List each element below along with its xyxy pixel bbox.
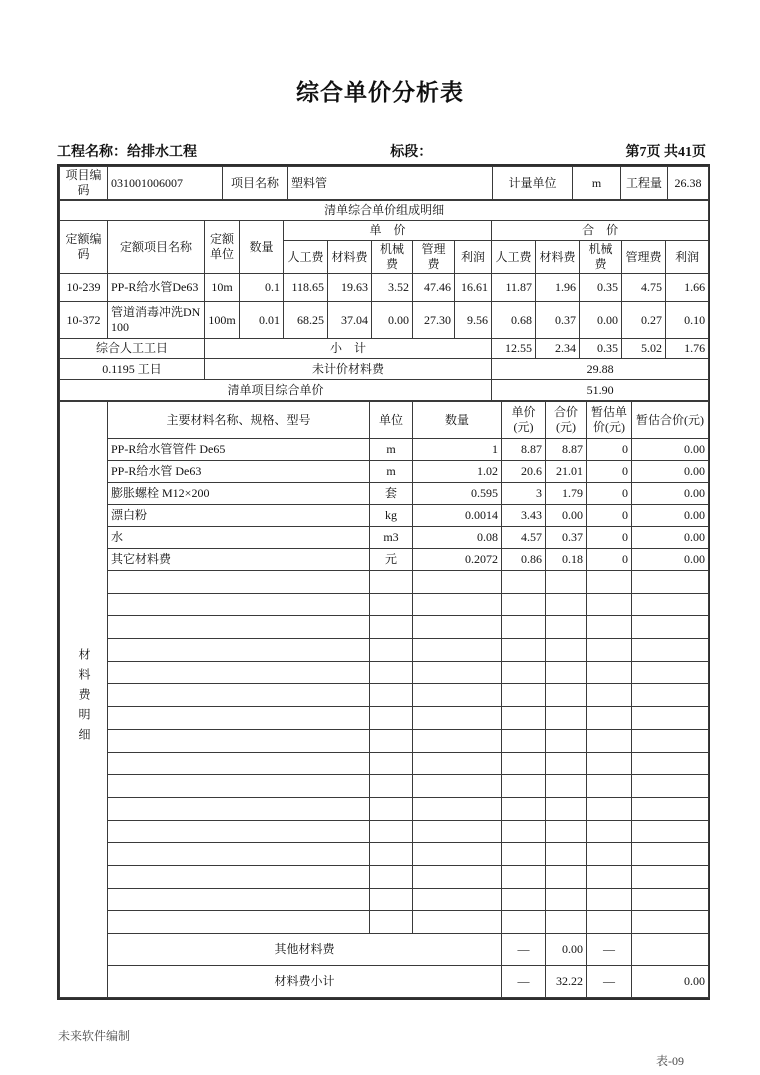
material-row-cell: 漂白粉 — [108, 505, 370, 527]
material-empty-row-cell — [413, 639, 502, 662]
material-empty-row-cell — [108, 684, 370, 707]
unpriced-material-label: 未计价材料费 — [205, 359, 492, 380]
rate-row-cell: 10-372 — [60, 302, 108, 339]
material-empty-row-cell — [370, 752, 413, 775]
material-row-cell: 3 — [502, 483, 546, 505]
material-empty-row-cell — [108, 820, 370, 843]
material-empty-row-cell — [546, 639, 587, 662]
material-empty-row-cell — [108, 616, 370, 639]
material-empty-row — [60, 571, 709, 594]
material-empty-row-cell — [108, 639, 370, 662]
subtotal-value: 1.76 — [666, 339, 709, 359]
material-empty-row-cell — [632, 616, 709, 639]
material-row-cell: 水 — [108, 527, 370, 549]
material-empty-row-cell — [370, 571, 413, 594]
material-empty-row-cell — [502, 684, 546, 707]
material-empty-row-cell — [587, 571, 632, 594]
material-empty-row-cell — [108, 729, 370, 752]
material-empty-row-cell — [546, 843, 587, 866]
material-empty-row-cell — [108, 775, 370, 798]
material-row-cell: 1 — [413, 439, 502, 461]
material-row-cell: 4.57 — [502, 527, 546, 549]
material-empty-row-cell — [502, 911, 546, 934]
material-row-cell: 0 — [587, 439, 632, 461]
material-empty-row-cell — [413, 865, 502, 888]
material-empty-row-cell — [413, 888, 502, 911]
rate-row — [60, 274, 709, 302]
project-name-label: 工程名称：给排水工程 — [57, 145, 197, 160]
col-header-material-total-price: 合价(元) — [546, 402, 587, 439]
material-empty-row-cell — [632, 729, 709, 752]
material-row-cell: 20.6 — [502, 461, 546, 483]
material-empty-row — [60, 797, 709, 820]
material-row-cell: 8.87 — [502, 439, 546, 461]
material-row-cell: m3 — [370, 527, 413, 549]
col-header-material-qty: 数量 — [413, 402, 502, 439]
analysis-sheet — [57, 164, 710, 1000]
materials-subtotal-est-unit-price: — — [587, 966, 632, 998]
project-code-label: 项目编码 — [60, 167, 108, 200]
other-materials-total: 0.00 — [546, 934, 587, 966]
material-empty-row-cell — [587, 843, 632, 866]
rate-row-cell: 0.37 — [536, 302, 580, 339]
col-header-profit: 利润 — [455, 241, 492, 274]
rate-row-cell: 0.00 — [372, 302, 413, 339]
rate-row-cell: 0.10 — [666, 302, 709, 339]
material-empty-row-cell — [370, 865, 413, 888]
material-empty-row-cell — [546, 571, 587, 594]
bid-section-label: 标段： — [390, 145, 433, 160]
material-empty-row-cell — [587, 661, 632, 684]
rate-section-title-row — [60, 201, 709, 221]
quantity-label: 工程量 — [621, 167, 668, 200]
material-empty-row-cell — [587, 593, 632, 616]
rate-row-cell: 10m — [205, 274, 240, 302]
material-row-cell: 0.00 — [546, 505, 587, 527]
material-empty-row-cell — [632, 911, 709, 934]
material-row-cell: PP-R给水管 De63 — [108, 461, 370, 483]
item-name-label: 项目名称 — [223, 167, 288, 200]
other-materials-label: 其他材料费 — [108, 934, 502, 966]
material-empty-row-cell — [370, 593, 413, 616]
project-code-value: 031001006007 — [108, 167, 223, 200]
material-empty-row — [60, 752, 709, 775]
material-empty-row — [60, 639, 709, 662]
material-empty-row-cell — [546, 616, 587, 639]
rate-subtotal-row — [60, 339, 709, 359]
rate-row-cell: 68.25 — [284, 302, 328, 339]
material-empty-row-cell — [502, 729, 546, 752]
material-row-cell: 0.00 — [632, 527, 709, 549]
rate-section-title: 清单综合单价组成明细 — [60, 201, 709, 221]
material-empty-row-cell — [546, 775, 587, 798]
material-row — [60, 505, 709, 527]
material-row-cell: 0.18 — [546, 549, 587, 571]
material-row-cell: 8.87 — [546, 439, 587, 461]
material-empty-row-cell — [632, 752, 709, 775]
rate-row-cell: 管道消毒冲洗DN100 — [108, 302, 205, 339]
material-empty-row-cell — [413, 775, 502, 798]
col-header-material-unit-price: 单价(元) — [502, 402, 546, 439]
col-header-machine-total: 机械费 — [580, 241, 622, 274]
material-row-cell: 元 — [370, 549, 413, 571]
col-header-machine: 机械费 — [372, 241, 413, 274]
other-materials-est-total — [632, 934, 709, 966]
rate-row-cell: 9.56 — [455, 302, 492, 339]
material-row — [60, 439, 709, 461]
material-empty-row-cell — [108, 911, 370, 934]
software-credit: 未来软件编制 — [58, 1029, 131, 1043]
col-header-labor-total: 人工费 — [492, 241, 536, 274]
material-empty-row-cell — [546, 707, 587, 730]
material-empty-row — [60, 865, 709, 888]
material-empty-row-cell — [108, 843, 370, 866]
material-empty-row-cell — [413, 684, 502, 707]
material-row-cell: 0 — [587, 483, 632, 505]
material-empty-row — [60, 820, 709, 843]
page-title: 综合单价分析表 — [296, 80, 464, 105]
material-row-cell: kg — [370, 505, 413, 527]
material-empty-row-cell — [632, 865, 709, 888]
material-row-cell: PP-R给水管管件 De65 — [108, 439, 370, 461]
material-empty-row-cell — [413, 752, 502, 775]
material-empty-row-cell — [587, 616, 632, 639]
rate-row-cell: 27.30 — [413, 302, 455, 339]
unpriced-material-value: 29.88 — [492, 359, 709, 380]
material-empty-row — [60, 775, 709, 798]
materials-header-row — [60, 402, 709, 439]
material-empty-row-cell — [370, 639, 413, 662]
material-empty-row-cell — [108, 661, 370, 684]
meta-row — [57, 141, 706, 161]
material-empty-row-cell — [370, 729, 413, 752]
material-empty-row-cell — [632, 775, 709, 798]
col-header-quota-code: 定额编码 — [60, 221, 108, 274]
col-header-material-est-unit-price: 暂估单价(元) — [587, 402, 632, 439]
material-row-cell: 3.43 — [502, 505, 546, 527]
material-empty-row-cell — [587, 820, 632, 843]
material-empty-row-cell — [108, 707, 370, 730]
material-row-cell: 0.2072 — [413, 549, 502, 571]
material-row — [60, 527, 709, 549]
material-empty-row — [60, 661, 709, 684]
material-empty-row — [60, 707, 709, 730]
material-empty-row-cell — [413, 707, 502, 730]
material-empty-row-cell — [546, 752, 587, 775]
material-row-cell: 0.00 — [632, 439, 709, 461]
rate-header-row-top — [60, 221, 709, 241]
material-empty-row-cell — [502, 752, 546, 775]
material-empty-row-cell — [632, 797, 709, 820]
composite-price-value: 51.90 — [492, 380, 709, 401]
material-empty-row-cell — [502, 843, 546, 866]
material-empty-row-cell — [370, 820, 413, 843]
subtotal-label: 小 计 — [205, 339, 492, 359]
material-row-cell: 0 — [587, 461, 632, 483]
material-empty-row-cell — [632, 684, 709, 707]
col-header-quota-name: 定额项目名称 — [108, 221, 205, 274]
material-empty-row-cell — [370, 911, 413, 934]
material-row-cell: 21.01 — [546, 461, 587, 483]
material-empty-row-cell — [108, 593, 370, 616]
rate-row-cell: 100m — [205, 302, 240, 339]
material-empty-row-cell — [587, 888, 632, 911]
material-empty-row-cell — [108, 865, 370, 888]
material-empty-row-cell — [632, 820, 709, 843]
material-empty-row-cell — [632, 639, 709, 662]
material-empty-row-cell — [413, 797, 502, 820]
rate-row-cell: 37.04 — [328, 302, 372, 339]
material-empty-row-cell — [502, 639, 546, 662]
materials-table — [59, 401, 709, 998]
subtotal-value: 5.02 — [622, 339, 666, 359]
rate-row-cell: 11.87 — [492, 274, 536, 302]
rate-row-cell: 1.66 — [666, 274, 709, 302]
rate-row-cell: 0.1 — [240, 274, 284, 302]
materials-subtotal-row — [60, 966, 709, 998]
composite-price-label: 清单项目综合单价 — [60, 380, 492, 401]
material-empty-row — [60, 888, 709, 911]
material-empty-row-cell — [370, 775, 413, 798]
rate-row-cell: 19.63 — [328, 274, 372, 302]
materials-subtotal-label: 材料费小计 — [108, 966, 502, 998]
material-empty-row-cell — [502, 707, 546, 730]
material-empty-row — [60, 911, 709, 934]
rate-table — [59, 200, 709, 401]
material-empty-row-cell — [587, 684, 632, 707]
material-empty-row-cell — [108, 752, 370, 775]
material-empty-row-cell — [413, 843, 502, 866]
material-row-cell: 0.00 — [632, 549, 709, 571]
rate-row-cell: 4.75 — [622, 274, 666, 302]
material-empty-row-cell — [632, 661, 709, 684]
materials-side-label: 材料费明细 — [77, 647, 91, 748]
col-header-material-est-total-price: 暂估合价(元) — [632, 402, 709, 439]
material-empty-row-cell — [546, 661, 587, 684]
material-row-cell: 0 — [587, 505, 632, 527]
other-materials-unit-price: — — [502, 934, 546, 966]
material-empty-row-cell — [546, 684, 587, 707]
info-table — [59, 166, 709, 200]
unpriced-material-row — [60, 359, 709, 380]
rate-row — [60, 302, 709, 339]
material-empty-row-cell — [546, 820, 587, 843]
material-empty-row-cell — [587, 729, 632, 752]
material-row-cell: 0.00 — [632, 483, 709, 505]
material-empty-row-cell — [546, 729, 587, 752]
item-name-value: 塑料管 — [288, 167, 493, 200]
col-header-quota-unit: 定额单位 — [205, 221, 240, 274]
rate-row-cell: 0.00 — [580, 302, 622, 339]
material-empty-row-cell — [370, 616, 413, 639]
labor-days-label: 综合人工工日 — [60, 339, 205, 359]
rate-row-cell: 0.01 — [240, 302, 284, 339]
material-empty-row-cell — [413, 616, 502, 639]
material-empty-row-cell — [413, 661, 502, 684]
materials-side-label-cell — [60, 402, 108, 998]
subtotal-value: 2.34 — [536, 339, 580, 359]
material-empty-row-cell — [632, 707, 709, 730]
material-row-cell: 其它材料费 — [108, 549, 370, 571]
material-empty-row-cell — [413, 820, 502, 843]
material-empty-row-cell — [587, 752, 632, 775]
col-header-material-name: 主要材料名称、规格、型号 — [108, 402, 370, 439]
material-empty-row-cell — [413, 729, 502, 752]
material-empty-row-cell — [413, 593, 502, 616]
rate-row-cell: 0.68 — [492, 302, 536, 339]
material-empty-row-cell — [632, 888, 709, 911]
material-empty-row-cell — [632, 571, 709, 594]
material-row-cell: 0.37 — [546, 527, 587, 549]
other-materials-row — [60, 934, 709, 966]
material-row — [60, 461, 709, 483]
materials-subtotal-est-total: 0.00 — [632, 966, 709, 998]
page-indicator: 第7页 共41页 — [625, 145, 706, 160]
rate-row-cell: 118.65 — [284, 274, 328, 302]
material-empty-row-cell — [546, 888, 587, 911]
col-header-material: 材料费 — [328, 241, 372, 274]
material-row-cell: 0 — [587, 527, 632, 549]
material-row-cell: 0 — [587, 549, 632, 571]
material-empty-row-cell — [546, 911, 587, 934]
material-empty-row-cell — [502, 593, 546, 616]
col-header-total-price-group: 合 价 — [492, 221, 709, 241]
material-row-cell: 1.79 — [546, 483, 587, 505]
rate-row-cell: 1.96 — [536, 274, 580, 302]
material-empty-row-cell — [587, 707, 632, 730]
material-row — [60, 549, 709, 571]
measure-unit-value: m — [573, 167, 621, 200]
material-empty-row-cell — [632, 593, 709, 616]
rate-row-cell: 16.61 — [455, 274, 492, 302]
col-header-management-total: 管理费 — [622, 241, 666, 274]
material-empty-row-cell — [370, 707, 413, 730]
material-empty-row-cell — [370, 661, 413, 684]
col-header-material-unit: 单位 — [370, 402, 413, 439]
composite-price-row — [60, 380, 709, 401]
rate-row-cell: 0.35 — [580, 274, 622, 302]
material-empty-row-cell — [108, 888, 370, 911]
material-empty-row-cell — [546, 797, 587, 820]
col-header-labor: 人工费 — [284, 241, 328, 274]
material-row-cell: 0.595 — [413, 483, 502, 505]
material-row-cell: m — [370, 461, 413, 483]
material-empty-row-cell — [587, 865, 632, 888]
material-empty-row-cell — [502, 775, 546, 798]
material-empty-row-cell — [413, 911, 502, 934]
material-empty-row-cell — [502, 797, 546, 820]
material-empty-row-cell — [370, 843, 413, 866]
quantity-value: 26.38 — [668, 167, 709, 200]
material-empty-row — [60, 729, 709, 752]
material-row-cell: 0.86 — [502, 549, 546, 571]
material-empty-row-cell — [587, 775, 632, 798]
material-row-cell: 0.0014 — [413, 505, 502, 527]
col-header-profit-total: 利润 — [666, 241, 709, 274]
material-empty-row-cell — [502, 616, 546, 639]
material-empty-row-cell — [546, 865, 587, 888]
material-row-cell: 0.00 — [632, 505, 709, 527]
material-row-cell: 套 — [370, 483, 413, 505]
rate-row-cell: 47.46 — [413, 274, 455, 302]
material-empty-row-cell — [370, 888, 413, 911]
material-empty-row-cell — [587, 797, 632, 820]
material-empty-row-cell — [370, 684, 413, 707]
material-row-cell: m — [370, 439, 413, 461]
material-empty-row — [60, 616, 709, 639]
material-row-cell: 0.00 — [632, 461, 709, 483]
material-empty-row-cell — [502, 865, 546, 888]
material-row-cell: 1.02 — [413, 461, 502, 483]
col-header-qty: 数量 — [240, 221, 284, 274]
rate-row-cell: 0.27 — [622, 302, 666, 339]
rate-row-cell: PP-R给水管De63 — [108, 274, 205, 302]
subtotal-value: 12.55 — [492, 339, 536, 359]
material-empty-row-cell — [108, 797, 370, 820]
material-row-cell: 0.08 — [413, 527, 502, 549]
material-empty-row-cell — [108, 571, 370, 594]
other-materials-est-unit-price: — — [587, 934, 632, 966]
material-empty-row-cell — [502, 820, 546, 843]
material-empty-row-cell — [546, 593, 587, 616]
material-empty-row-cell — [370, 797, 413, 820]
material-empty-row-cell — [502, 661, 546, 684]
material-empty-row-cell — [587, 911, 632, 934]
col-header-management: 管理费 — [413, 241, 455, 274]
material-row-cell: 膨胀螺栓 M12×200 — [108, 483, 370, 505]
material-empty-row-cell — [587, 639, 632, 662]
material-empty-row — [60, 684, 709, 707]
col-header-unit-price-group: 单 价 — [284, 221, 492, 241]
info-row — [60, 167, 709, 200]
materials-subtotal-unit-price: — — [502, 966, 546, 998]
rate-row-cell: 10-239 — [60, 274, 108, 302]
subtotal-value: 0.35 — [580, 339, 622, 359]
material-empty-row-cell — [413, 571, 502, 594]
material-empty-row — [60, 593, 709, 616]
measure-unit-label: 计量单位 — [493, 167, 573, 200]
rate-row-cell: 3.52 — [372, 274, 413, 302]
form-number: 表-09 — [656, 1054, 684, 1068]
materials-subtotal-total: 32.22 — [546, 966, 587, 998]
material-empty-row-cell — [502, 571, 546, 594]
material-empty-row-cell — [502, 888, 546, 911]
material-row — [60, 483, 709, 505]
material-empty-row — [60, 843, 709, 866]
col-header-material-total: 材料费 — [536, 241, 580, 274]
labor-days-value: 0.1195 工日 — [60, 359, 205, 380]
material-empty-row-cell — [632, 843, 709, 866]
